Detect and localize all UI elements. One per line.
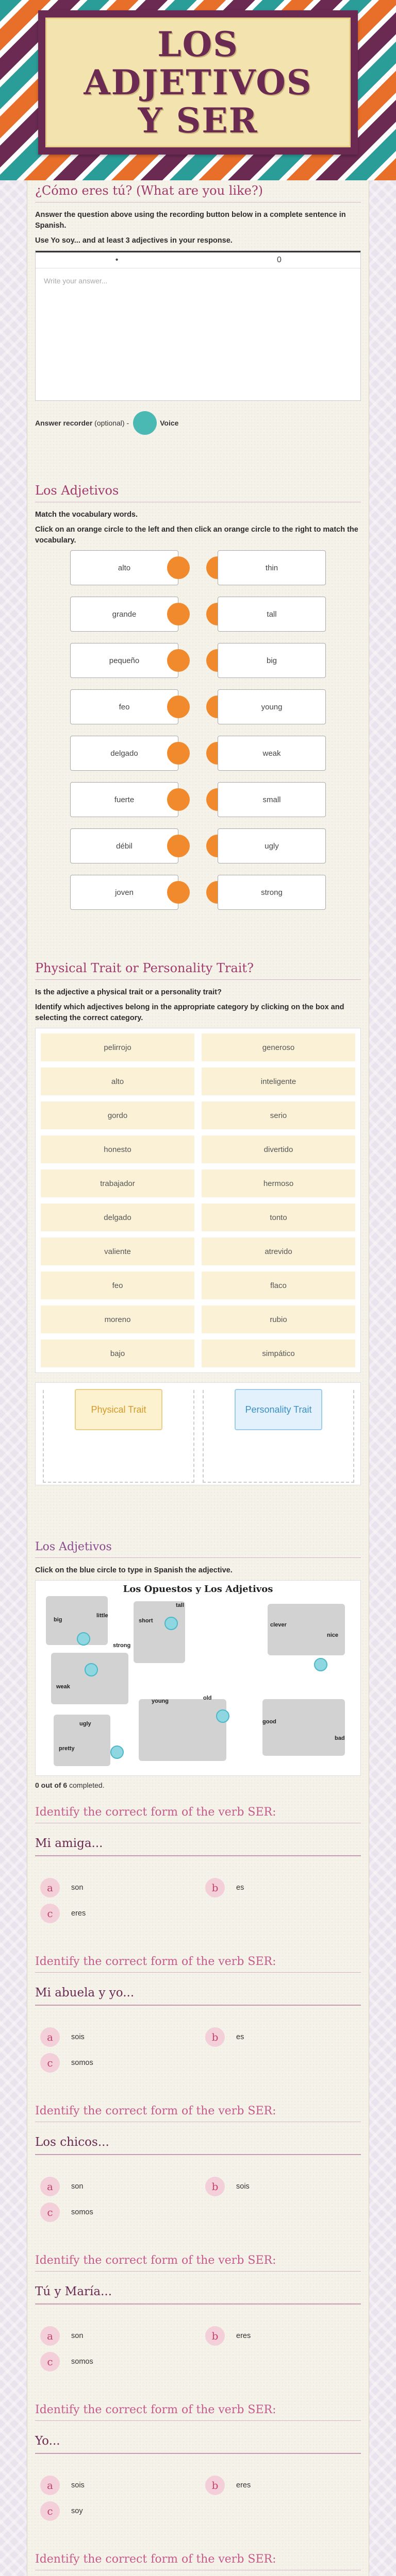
match-left-word: grande xyxy=(70,597,178,632)
option-text: es xyxy=(236,2033,244,2041)
adjective-card[interactable]: alto xyxy=(41,1067,194,1095)
young-old-picture xyxy=(139,1699,226,1761)
option-text: eres xyxy=(71,1909,86,1918)
label-nice: nice xyxy=(327,1632,339,1638)
label-tall: tall xyxy=(176,1602,184,1608)
match-row xyxy=(35,736,361,771)
match-row xyxy=(35,597,361,632)
label-young: young xyxy=(152,1698,169,1704)
adjective-card[interactable]: valiente xyxy=(41,1238,194,1265)
recorder-dash: - xyxy=(126,419,129,427)
adjective-card[interactable]: flaco xyxy=(202,1272,355,1299)
match-left-circle[interactable] xyxy=(167,556,190,579)
option-text: somos xyxy=(71,2208,93,2216)
answer-hotspot[interactable] xyxy=(85,1663,98,1676)
instruction-text: Answer the question above using the recording button below in a complete sentence in Spanish. xyxy=(35,211,346,230)
label-old: old xyxy=(203,1695,212,1701)
match-right-word: tall xyxy=(218,597,326,632)
voice-label: Voice xyxy=(160,419,179,427)
section-image-labels xyxy=(35,1540,361,1789)
adjective-card[interactable]: honesto xyxy=(41,1136,194,1163)
personality-trait-dropzone[interactable] xyxy=(203,1390,354,1483)
adjective-card[interactable]: pelirrojo xyxy=(41,1033,194,1061)
adjective-card[interactable]: feo xyxy=(41,1272,194,1299)
label-ugly: ugly xyxy=(79,1721,91,1727)
matching-board xyxy=(35,550,361,931)
mcq-question-block xyxy=(35,1955,361,2084)
option-text: son xyxy=(71,2182,84,2191)
mcq-option[interactable] xyxy=(40,2202,93,2222)
page-title: LOS ADJETIVOS Y SER xyxy=(84,24,312,141)
completion-word: completed. xyxy=(69,1781,105,1789)
mcq-option[interactable] xyxy=(40,1878,83,1897)
match-row xyxy=(35,689,361,724)
option-letter: c xyxy=(40,2352,60,2371)
option-text: eres xyxy=(236,2481,251,2489)
match-left-circle[interactable] xyxy=(167,788,190,811)
instruction-text: Click on the blue circle to type in Spanish the adjective. xyxy=(35,1566,233,1574)
image-title: Los Opuestos y Los Adjetivos xyxy=(123,1584,273,1595)
mcq-question: Mi abuela y yo... xyxy=(35,1986,361,2006)
option-text: somos xyxy=(71,2358,93,2366)
section-heading: Los Adjetivos xyxy=(35,1540,361,1558)
option-letter: c xyxy=(40,2202,60,2222)
match-left-circle[interactable] xyxy=(167,881,190,904)
answer-recorder xyxy=(35,411,361,435)
option-letter: a xyxy=(40,1878,60,1897)
label-big: big xyxy=(54,1617,62,1623)
mcq-option[interactable] xyxy=(205,2476,251,2495)
label-pretty: pretty xyxy=(59,1745,75,1752)
match-left-circle[interactable] xyxy=(167,742,190,765)
match-row xyxy=(35,782,361,817)
mcq-question-block xyxy=(35,2254,361,2383)
adjective-card[interactable]: trabajador xyxy=(41,1170,194,1197)
instruction-text: Match the vocabulary words. xyxy=(35,511,138,519)
match-left-circle[interactable] xyxy=(167,835,190,857)
mcq-question: Tú y María... xyxy=(35,2285,361,2304)
option-letter: b xyxy=(205,2027,225,2047)
completion-count: 0 out of 6 xyxy=(35,1781,68,1789)
recorder-label: Answer recorder xyxy=(35,419,93,427)
personality-trait-label: Personality Trait xyxy=(235,1389,322,1430)
option-text: son xyxy=(71,1884,84,1892)
section-categorize xyxy=(35,961,361,1485)
label-short: short xyxy=(139,1618,153,1624)
mcq-option[interactable] xyxy=(205,2177,250,2196)
instruction-text: Is the adjective a physical trait or a personality trait? xyxy=(35,988,222,996)
label-strong: strong xyxy=(113,1642,131,1649)
label-little: little xyxy=(96,1613,108,1619)
match-left-word: feo xyxy=(70,689,178,724)
match-right-word: weak xyxy=(218,736,326,771)
mcq-option[interactable] xyxy=(40,2027,85,2047)
label-bad: bad xyxy=(335,1735,345,1741)
option-text: sois xyxy=(71,2033,85,2041)
option-letter: b xyxy=(205,2476,225,2495)
adjective-card[interactable]: simpático xyxy=(202,1340,355,1367)
adjective-card[interactable]: tonto xyxy=(202,1204,355,1231)
section-heading: Los Adjetivos xyxy=(35,483,361,502)
short-tall-picture xyxy=(134,1601,185,1663)
option-letter: a xyxy=(40,2476,60,2495)
recorder-optional-label: (optional) xyxy=(94,419,125,427)
option-letter: c xyxy=(40,1904,60,1923)
match-right-word: big xyxy=(218,643,326,678)
section-matching xyxy=(35,483,361,921)
mcq-option[interactable] xyxy=(40,2476,85,2495)
strong-weak-picture xyxy=(51,1653,128,1704)
match-left-word: fuerte xyxy=(70,782,178,817)
adjective-card[interactable]: divertido xyxy=(202,1136,355,1163)
mcq-option[interactable] xyxy=(40,2326,83,2346)
match-row xyxy=(35,875,361,910)
numbered-list-button[interactable]: 0 xyxy=(277,256,282,264)
mcq-option[interactable] xyxy=(205,1878,244,1897)
match-right-word: small xyxy=(218,782,326,817)
label-clever: clever xyxy=(270,1622,287,1628)
section-heading: Physical Trait or Personality Trait? xyxy=(35,961,361,980)
match-right-word: strong xyxy=(218,875,326,910)
match-row xyxy=(35,550,361,585)
match-row xyxy=(35,828,361,863)
adjective-card[interactable]: bajo xyxy=(41,1340,194,1367)
bullet-list-button[interactable]: • xyxy=(115,256,119,264)
category-targets xyxy=(35,1382,361,1485)
mcq-heading: Identify the correct form of the verb SER: xyxy=(35,2403,361,2421)
title-banner xyxy=(38,10,358,155)
label-weak: weak xyxy=(56,1684,70,1690)
mcq-heading: Identify the correct form of the verb SER: xyxy=(35,1955,361,1973)
instruction-text: Identify which adjectives belong in the appropriate category by clicking on the box and selecting the correct category. xyxy=(35,1003,344,1022)
answer-editor[interactable] xyxy=(35,250,361,401)
adjective-card[interactable]: gordo xyxy=(41,1101,194,1129)
mcq-question: Los chicos... xyxy=(35,2136,361,2155)
mcq-heading: Identify the correct form of the verb SER: xyxy=(35,2553,361,2570)
match-row xyxy=(35,643,361,678)
mcq-option[interactable] xyxy=(40,2501,83,2521)
match-right-word: ugly xyxy=(218,828,326,863)
title-card xyxy=(45,18,351,147)
mcq-option[interactable] xyxy=(205,2027,244,2047)
option-text: eres xyxy=(236,2332,251,2340)
mcq-heading: Identify the correct form of the verb SER: xyxy=(35,2105,361,2122)
adjective-card[interactable]: inteligente xyxy=(202,1067,355,1095)
completion-status xyxy=(35,1781,361,1789)
option-text: somos xyxy=(71,2059,93,2067)
option-letter: c xyxy=(40,2053,60,2073)
match-left-circle[interactable] xyxy=(167,603,190,625)
adjective-card[interactable]: generoso xyxy=(202,1033,355,1061)
physical-trait-label: Physical Trait xyxy=(75,1389,162,1430)
mcq-option[interactable] xyxy=(40,2053,93,2073)
option-text: soy xyxy=(71,2507,83,2515)
editor-toolbar xyxy=(36,251,360,268)
mcq-question-block xyxy=(35,2105,361,2233)
adjective-card[interactable]: serio xyxy=(202,1101,355,1129)
instruction-text: Click on an orange circle to the left and then click an orange circle to the right to match the vocabulary. xyxy=(35,526,358,545)
match-left-word: alto xyxy=(70,550,178,585)
option-text: es xyxy=(236,1884,244,1892)
match-left-word: débil xyxy=(70,828,178,863)
label-good: good xyxy=(262,1719,276,1725)
mcq-heading: Identify the correct form of the verb SER: xyxy=(35,1806,361,1823)
mcq-option[interactable] xyxy=(205,2326,251,2346)
adjective-card[interactable]: delgado xyxy=(41,1204,194,1231)
match-left-word: joven xyxy=(70,875,178,910)
option-letter: b xyxy=(205,1878,225,1897)
match-right-word: young xyxy=(218,689,326,724)
answer-hotspot[interactable] xyxy=(77,1632,90,1646)
option-text: sois xyxy=(71,2481,85,2489)
match-left-circle[interactable] xyxy=(167,696,190,718)
adjective-card[interactable]: moreno xyxy=(41,1306,194,1333)
option-letter: a xyxy=(40,2177,60,2196)
mcq-option[interactable] xyxy=(40,2177,83,2196)
mcq-question: Mi amiga... xyxy=(35,1837,361,1856)
mcq-option[interactable] xyxy=(40,2352,93,2371)
physical-trait-dropzone[interactable] xyxy=(43,1390,194,1483)
adjective-list xyxy=(35,1028,361,1373)
mcq-question-block xyxy=(35,2553,361,2576)
answer-input[interactable]: Write your answer... xyxy=(44,277,108,285)
option-letter: b xyxy=(205,2177,225,2196)
option-letter: a xyxy=(40,2027,60,2047)
mcq-heading: Identify the correct form of the verb SER: xyxy=(35,2254,361,2272)
adjective-card[interactable]: atrevido xyxy=(202,1238,355,1265)
adjective-card[interactable]: hermoso xyxy=(202,1170,355,1197)
instruction-text: Use Yo soy... and at least 3 adjectives in your response. xyxy=(35,236,233,245)
answer-hotspot[interactable] xyxy=(110,1745,124,1759)
opposites-image xyxy=(35,1580,361,1776)
match-left-word: delgado xyxy=(70,736,178,771)
clever-nice-picture xyxy=(268,1604,345,1655)
match-right-word: thin xyxy=(218,550,326,585)
question-heading: ¿Cómo eres tú? (What are you like?) xyxy=(35,183,361,202)
mcq-question: Yo... xyxy=(35,2434,361,2454)
mcq-question-block xyxy=(35,2403,361,2532)
adjective-grid xyxy=(41,1033,355,1367)
option-letter: c xyxy=(40,2501,60,2521)
option-letter: b xyxy=(205,2326,225,2346)
good-bad-picture xyxy=(262,1699,345,1756)
mcq-question-block xyxy=(35,1806,361,1935)
answer-hotspot[interactable] xyxy=(216,1709,229,1723)
section-open-question xyxy=(35,183,361,435)
option-text: sois xyxy=(236,2182,250,2191)
answer-hotspot[interactable] xyxy=(314,1658,327,1671)
mcq-option[interactable] xyxy=(40,1904,86,1923)
adjective-card[interactable]: rubio xyxy=(202,1306,355,1333)
option-letter: a xyxy=(40,2326,60,2346)
option-text: son xyxy=(71,2332,84,2340)
record-voice-button[interactable] xyxy=(133,411,157,435)
match-left-word: pequeño xyxy=(70,643,178,678)
answer-hotspot[interactable] xyxy=(164,1617,178,1630)
match-left-circle[interactable] xyxy=(167,649,190,672)
